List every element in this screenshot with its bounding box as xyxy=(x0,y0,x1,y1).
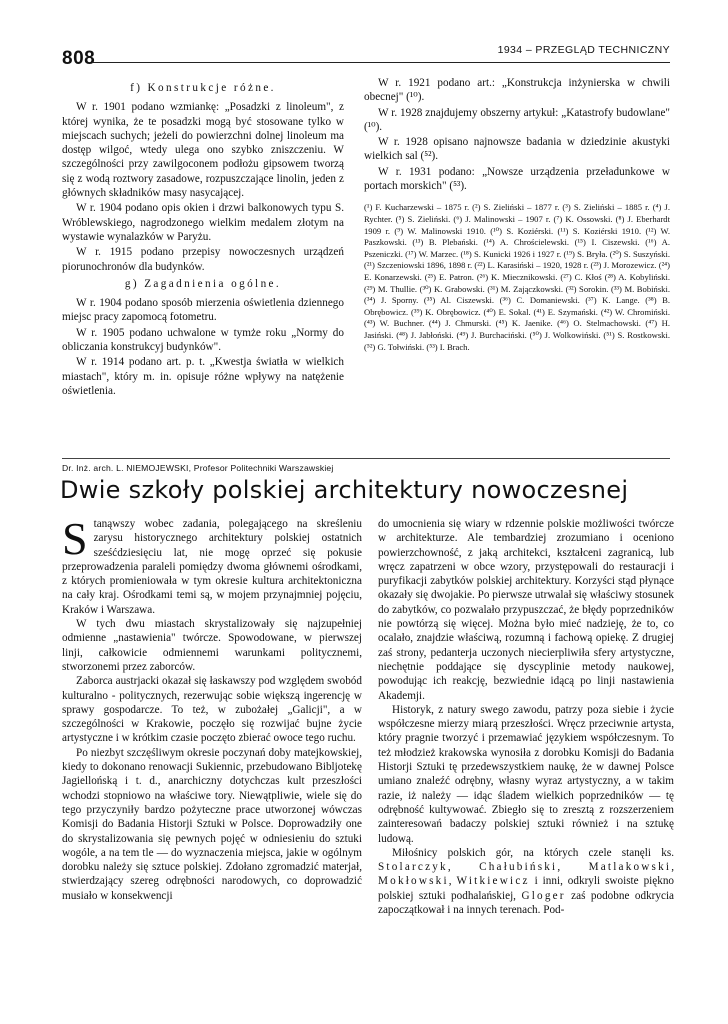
text: , xyxy=(447,861,451,874)
paragraph: W r. 1928 znajdujemy obszerny artykuł: „Katastrofy budowlane" (¹⁰). xyxy=(364,106,670,133)
section-heading-g: g) Zagadnienia ogólne. xyxy=(124,277,282,290)
article-title: Dwie szkoły polskiej architektury nowoczesnej xyxy=(60,476,629,504)
person-name: Matlakowski xyxy=(588,861,672,874)
paragraph: Po niezbyt szczęśliwym okresie poczynań doby matejkowskiej, kiedy to dokonano renowacji Sukiennic, przebudowano Bibljotekę Jagiellońską i t. d., anarchiczny dotychczas kult przeszłości wchodzi stopniowo na właściwe tory. Niewątpliwie, wiele się do tego przyczyniły bardzo pożyteczne prace utworzonej wówczas Komisji do Badania Historji Sztuki w Polsce. Doprowadziły one do skrystalizowania się pewnych pojęć w odniesieniu do sztuki wogóle, a na tem tle — do wyznaczenia miejsca, jakie w ogólnym dorobku należy się sztuce polskiej. Zdołano zgromadzić materjał, stwierdzający szereg odrębności narodowych, co doprowadzić musiało w konsekwencji xyxy=(62,746,362,902)
person-name: Mokłowski xyxy=(378,875,449,888)
paragraph: Zaborca austrjacki okazał się łaskawszy pod względem swobód kulturalno - politycznych, rezerwując sobie większą ingerencję w sprawy gospodarcze. To też, w zubożałej „Galicji", a w szczególności w Krakowie, poczęło się rozwijać bujne życie artystyczne i w krótkim czasie poczęto zbierać owoce tego ruchu. xyxy=(62,675,362,745)
paragraph: Historyk, z natury swego zawodu, patrzy poza siebie i życie współczesne mierzy miarą przeszłości. Wręcz przeciwnie artysta, który pragnie tworzyć i przemawiać językiem współczesnym. To też młodzież krakowska wynosiła z dorobku Komisji do Badania Historji Sztuki tę przedewszystkiem naukę, że w dawnej Polsce umiano znaleźć odrębny, własny wyraz artystyczny, a w takim razie, iż należy — idąc śladem wielkich poprzedników — tę odrębność kultywować. Zbiegło się to zresztą z rozszerzeniem zainteresowań badaczy polskiej sztuki również i na sztukę ludową. xyxy=(378,703,674,845)
page-number: 808 xyxy=(62,48,96,69)
paragraph: W r. 1905 podano uchwalone w tymże roku „Normy do obliczania konstrukcyj budynków". xyxy=(62,326,344,354)
paragraph: W r. 1921 podano art.: „Konstrukcja inżynierska w chwili obecnej" (¹⁰). xyxy=(364,77,670,104)
paragraph xyxy=(62,513,362,617)
person-name: Gloger xyxy=(521,889,566,902)
text: , xyxy=(448,875,452,888)
paragraph: do umocnienia się wiary w rdzennie polskie możliwości twórcze w architekturze. Ale tembardziej zrozumiano i oceniono powierzchowność, z jaką architekci, kształceni zagranicą, lub wręcz zapatrzeni w obce wzory, przystępowali do restauracji i puryfikacji zabytków polskiej architektury. Korzyści stąd płynące okazały się dwojakie. Po pierwsze utrwalał się właściwy stosunek do zabytków, co pozwalało przypuszczać, że błędy poprzedników nie powtórzą się więcej. Można było mieć nadzieję, że to, co ocalało, znajdzie właściwą, rozumną i fachową opiekę. Z drugiej zaś strony, pedanterja uczonych niecierpliwiła sfery artystyczne, niechętnie poddające się dyscyplinie metody naukowej, powodując ich reakcję, bezwiednie idącą po linji nastawienia Akademji. xyxy=(378,518,674,702)
top-left-column xyxy=(62,78,344,399)
paragraph: W r. 1904 podano sposób mierzenia oświetlenia dziennego miejsc pracy zapomocą fotometru. xyxy=(62,297,344,324)
paragraph xyxy=(378,846,674,917)
article-left-column xyxy=(62,513,362,903)
article-right-column xyxy=(378,517,674,917)
paragraph: W tych dwu miastach skrystalizowały się najzupełniej odmienne „nastawienia" twórcze. Spowodowane, w pierwszej linji, całkowicie odmiennemi warunkami politycznemi, stworzonemi przez zaborców. xyxy=(62,618,362,673)
paragraph: W r. 1914 podano art. p. t. „Kwestja światła w wielkich miastach", który m. in. opisuje różne wpływy na natężenie oświetlenia. xyxy=(62,356,344,397)
top-right-column xyxy=(364,76,670,354)
section-heading-f: f) Konstrukcje różne. xyxy=(130,82,276,94)
header-rule xyxy=(92,62,670,63)
paragraph: W r. 1928 opisano najnowsze badania w dziedzinie akustyki wielkich sal (⁵²). xyxy=(364,136,670,163)
text: Miłośnicy polskich gór, na których czele stanęli ks. xyxy=(392,846,674,859)
person-name: Witkiewicz xyxy=(456,875,530,888)
paragraph-text: tanąwszy wobec zadania, polegającego na skreśleniu zarysu historycznego architektury polskiej ostatnich sześćdziesięciu lat, nie mogę oprzeć się pokusie przeprowadzenia paraleli pomiędzy dwoma głównemi ośrodkami, z których promieniowała w tym okresie kultura architektoniczna na cały kraj. Ośrodkami temi są, w mojem przynajmniej pojęciu, Kraków i Warszawa. xyxy=(62,518,362,616)
text: , xyxy=(557,861,561,874)
journal-header: 1934 – PRZEGLĄD TECHNICZNY xyxy=(497,44,670,56)
paragraph: W r. 1931 podano: „Nowsze urządzenia przeładunkowe w portach morskich" (⁵³). xyxy=(364,165,670,193)
person-name: Chałubiński xyxy=(479,861,558,874)
text: , xyxy=(671,861,675,874)
paragraph: W r. 1904 podano opis okien i drzwi balkonowych typu S. Wróblewskiego, nagrodzonego wielkim medalem złotym na wystawie wynalazków w Paryżu. xyxy=(62,202,344,243)
person-name: Stolarczyk xyxy=(378,861,448,874)
drop-cap: S xyxy=(62,513,88,564)
paragraph: W r. 1901 podano wzmiankę: „Posadzki z linoleum", z której wynika, że te posadzki mogą być stosowane tylko w miejscach suchych; jeżeli do powierzchni dolnej linoleum ma dostęp wilgoć, wtedy ulega ono szybko zniszczeniu. W szczególności przy zawilgoconem podłożu gipsowem tworzą się z wodą roztwory zasadowe, rozpuszczające linolin, jeden z głównych składników masy nasycającej. xyxy=(62,101,344,200)
footnotes: (¹) F. Kucharzewski – 1875 r. (²) S. Zieliński – 1877 r. (³) S. Zieliński – 1885 r. (⁴) J. Rychter. (⁵) S. Zieliński. (⁶) J. Malinowski – 1907 r. (⁷) K. Ossowski. (⁸) J. Eberhardt 1909 r. (⁹) W. Malinowski 1910. (¹⁰) S. Koziérski. (¹¹) S. Koziérski 1910. (¹²) W. Paszkowski. (¹³) B. Plebański. (¹⁴) A. Chrościelewski. (¹⁵) I. Ciszewski. (¹⁶) A. Pszeniczki. (¹⁷) W. Marzec. (¹⁸) S. Kunicki 1926 i 1927 r. (¹⁹) S. Bryła. (²⁰) S. Suszyński. (²¹) Szczeniowski 1896, 1898 r. (²²) L. Karasiński – 1920, 1928 r. (²³) J. Morozewicz. (²⁴) E. Konarzewski. (²⁵) E. Patron. (²⁶) K. Miecznikowski. (²⁷) C. Kłoś (²⁸) A. Kobyliński. (²⁹) M. Thullie. (³⁰) K. Grabowski. (³¹) M. Zajączkowski. (³²) Sorokin. (³³) M. Bobiński. (³⁴) J. Sporny. (³⁵) Al. Ciszewski. (³⁶) C. Domaniewski. (³⁷) K. Lange. (³⁸) B. Obrębowicz. (³⁹) K. Obrębowicz. (⁴⁰) E. Sokal. (⁴¹) E. Szymański. (⁴²) W. Chromiński. (⁴³) W. Buchner. (⁴⁴) J. Chmurski. (⁴⁵) K. Jaenike. (⁴⁶) O. Stelmachowski. (⁴⁷) H. Jasiński. (⁴⁸) J. Jabłoński. (⁴⁹) J. Burchaciński. (⁵⁰) J. Wolkowiński. (⁵¹) S. Rostkowski. (⁵²) G. Tołwiński. (⁵³) I. Brach. xyxy=(364,202,670,352)
section-divider xyxy=(62,458,670,459)
paragraph: W r. 1915 podano przepisy nowoczesnych urządzeń piorunochronów dla budynków. xyxy=(62,246,344,273)
text: i inni, odkryli swoiste piękno polskiej sztuki podhalańskiej, xyxy=(378,875,675,902)
text: zaś podobne odkrycia zapoczątkował i na innych terenach. Pod- xyxy=(378,889,675,917)
article-byline: Dr. Inż. arch. L. NIEMOJEWSKI, Profesor Politechniki Warszawskiej xyxy=(62,463,334,473)
